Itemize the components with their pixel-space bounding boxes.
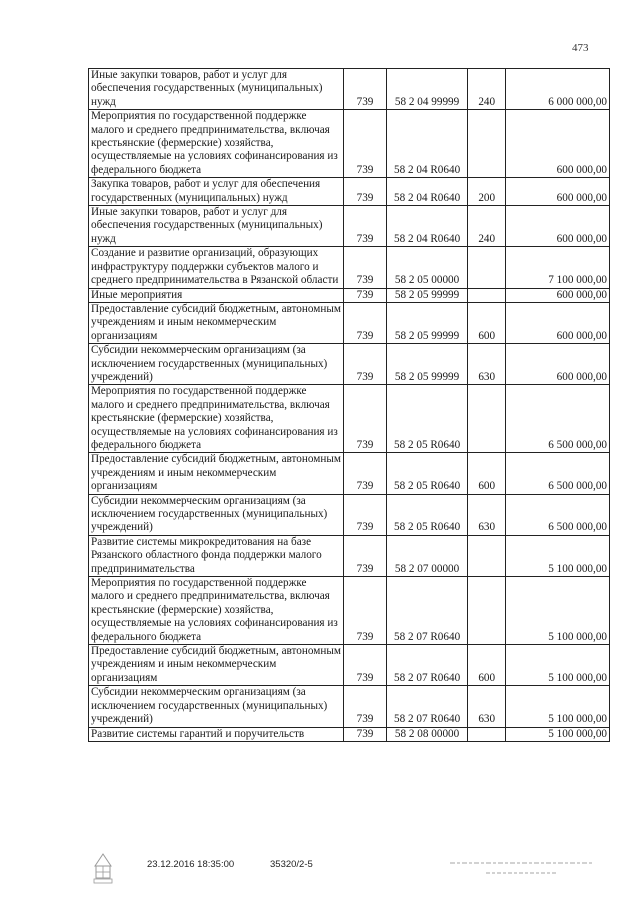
row-name: Предоставление субсидий бюджетным, автономным учреждениям и иным некоммерческим организациям: [89, 453, 344, 494]
row-sum: 600 000,00: [506, 206, 610, 247]
row-target-article: 58 2 05 99999: [386, 344, 468, 385]
row-expense-type: 630: [468, 494, 506, 535]
budget-table-body: [89, 69, 610, 742]
row-sum: 6 500 000,00: [506, 494, 610, 535]
row-admin-code: 739: [344, 247, 386, 288]
row-sum: 5 100 000,00: [506, 535, 610, 576]
row-name: Иные закупки товаров, работ и услуг для обеспечения государственных (муниципальных) нужд: [89, 69, 344, 110]
row-name: Мероприятия по государственной поддержке малого и среднего предпринимательства, включая крестьянские (фермерские) хозяйства, осуществляемые на условиях софинансирования из федерального бюджета: [89, 110, 344, 178]
row-target-article: 58 2 05 R0640: [386, 453, 468, 494]
table-row: [89, 727, 610, 741]
row-name: Предоставление субсидий бюджетным, автономным учреждениям и иным некоммерческим организациям: [89, 645, 344, 686]
row-target-article: 58 2 07 R0640: [386, 577, 468, 645]
row-name: Субсидии некоммерческим организациям (за исключением государственных (муниципальных) учреждений): [89, 344, 344, 385]
row-expense-type: 630: [468, 344, 506, 385]
row-admin-code: 739: [344, 686, 386, 727]
row-sum: 600 000,00: [506, 302, 610, 343]
row-sum: 600 000,00: [506, 288, 610, 302]
row-target-article: 58 2 05 99999: [386, 302, 468, 343]
row-target-article: 58 2 05 00000: [386, 247, 468, 288]
row-admin-code: 739: [344, 535, 386, 576]
row-expense-type: [468, 535, 506, 576]
row-sum: 600 000,00: [506, 178, 610, 206]
row-admin-code: 739: [344, 494, 386, 535]
row-expense-type: [468, 110, 506, 178]
row-target-article: 58 2 08 00000: [386, 727, 468, 741]
row-target-article: 58 2 04 99999: [386, 69, 468, 110]
row-target-article: 58 2 07 R0640: [386, 645, 468, 686]
row-expense-type: 600: [468, 645, 506, 686]
table-row: [89, 206, 610, 247]
table-row: [89, 686, 610, 727]
table-row: [89, 577, 610, 645]
row-sum: 5 100 000,00: [506, 727, 610, 741]
row-name: Создание и развитие организаций, образующих инфраструктуру поддержки субъектов малого и среднего предпринимательства в Рязанской области: [89, 247, 344, 288]
page-number: 473: [572, 42, 589, 54]
row-sum: 6 500 000,00: [506, 453, 610, 494]
row-sum: 6 000 000,00: [506, 69, 610, 110]
table-row: [89, 344, 610, 385]
row-name: Мероприятия по государственной поддержке малого и среднего предпринимательства, включая крестьянские (фермерские) хозяйства, осуществляемые на условиях софинансирования из федерального бюджета: [89, 385, 344, 453]
row-admin-code: 739: [344, 178, 386, 206]
row-target-article: 58 2 04 R0640: [386, 178, 468, 206]
row-admin-code: 739: [344, 206, 386, 247]
row-admin-code: 739: [344, 288, 386, 302]
row-name: Иные закупки товаров, работ и услуг для обеспечения государственных (муниципальных) нужд: [89, 206, 344, 247]
row-target-article: 58 2 05 R0640: [386, 385, 468, 453]
row-expense-type: 600: [468, 453, 506, 494]
row-target-article: 58 2 07 R0640: [386, 686, 468, 727]
row-name: Иные мероприятия: [89, 288, 344, 302]
row-sum: 7 100 000,00: [506, 247, 610, 288]
row-admin-code: 739: [344, 645, 386, 686]
row-name: Закупка товаров, работ и услуг для обеспечения государственных (муниципальных) нужд: [89, 178, 344, 206]
row-expense-type: [468, 247, 506, 288]
row-name: Развитие системы микрокредитования на базе Рязанского областного фонда поддержки малого предпринимательства: [89, 535, 344, 576]
signature-stamp-watermark: [446, 856, 596, 880]
row-name: Развитие системы гарантий и поручительств: [89, 727, 344, 741]
row-sum: 600 000,00: [506, 110, 610, 178]
row-admin-code: 739: [344, 302, 386, 343]
table-row: [89, 494, 610, 535]
row-expense-type: 240: [468, 206, 506, 247]
row-admin-code: 739: [344, 727, 386, 741]
row-admin-code: 739: [344, 344, 386, 385]
table-row: [89, 302, 610, 343]
coat-of-arms-icon: [92, 852, 114, 886]
footer-document-number: 35320/2-5: [270, 859, 313, 870]
row-expense-type: [468, 577, 506, 645]
table-row: [89, 247, 610, 288]
row-name: Мероприятия по государственной поддержке малого и среднего предпринимательства, включая крестьянские (фермерские) хозяйства, осуществляемые на условиях софинансирования из федерального бюджета: [89, 577, 344, 645]
row-sum: 5 100 000,00: [506, 577, 610, 645]
row-name: Предоставление субсидий бюджетным, автономным учреждениям и иным некоммерческим организациям: [89, 302, 344, 343]
table-row: [89, 288, 610, 302]
row-expense-type: 200: [468, 178, 506, 206]
row-expense-type: 600: [468, 302, 506, 343]
table-row: [89, 385, 610, 453]
budget-table: [88, 68, 610, 742]
table-row: [89, 535, 610, 576]
row-expense-type: [468, 727, 506, 741]
table-row: [89, 69, 610, 110]
row-expense-type: 240: [468, 69, 506, 110]
row-sum: 5 100 000,00: [506, 686, 610, 727]
row-target-article: 58 2 07 00000: [386, 535, 468, 576]
footer-timestamp: 23.12.2016 18:35:00: [147, 859, 235, 870]
row-target-article: 58 2 05 99999: [386, 288, 468, 302]
row-expense-type: [468, 385, 506, 453]
row-admin-code: 739: [344, 69, 386, 110]
row-sum: 600 000,00: [506, 344, 610, 385]
row-sum: 5 100 000,00: [506, 645, 610, 686]
table-row: [89, 178, 610, 206]
row-expense-type: [468, 288, 506, 302]
row-admin-code: 739: [344, 110, 386, 178]
row-target-article: 58 2 04 R0640: [386, 110, 468, 178]
table-row: [89, 110, 610, 178]
row-name: Субсидии некоммерческим организациям (за исключением государственных (муниципальных) учреждений): [89, 686, 344, 727]
row-expense-type: 630: [468, 686, 506, 727]
row-target-article: 58 2 05 R0640: [386, 494, 468, 535]
table-row: [89, 453, 610, 494]
row-admin-code: 739: [344, 577, 386, 645]
table-row: [89, 645, 610, 686]
row-target-article: 58 2 04 R0640: [386, 206, 468, 247]
row-admin-code: 739: [344, 385, 386, 453]
row-name: Субсидии некоммерческим организациям (за исключением государственных (муниципальных) учреждений): [89, 494, 344, 535]
row-sum: 6 500 000,00: [506, 385, 610, 453]
row-admin-code: 739: [344, 453, 386, 494]
